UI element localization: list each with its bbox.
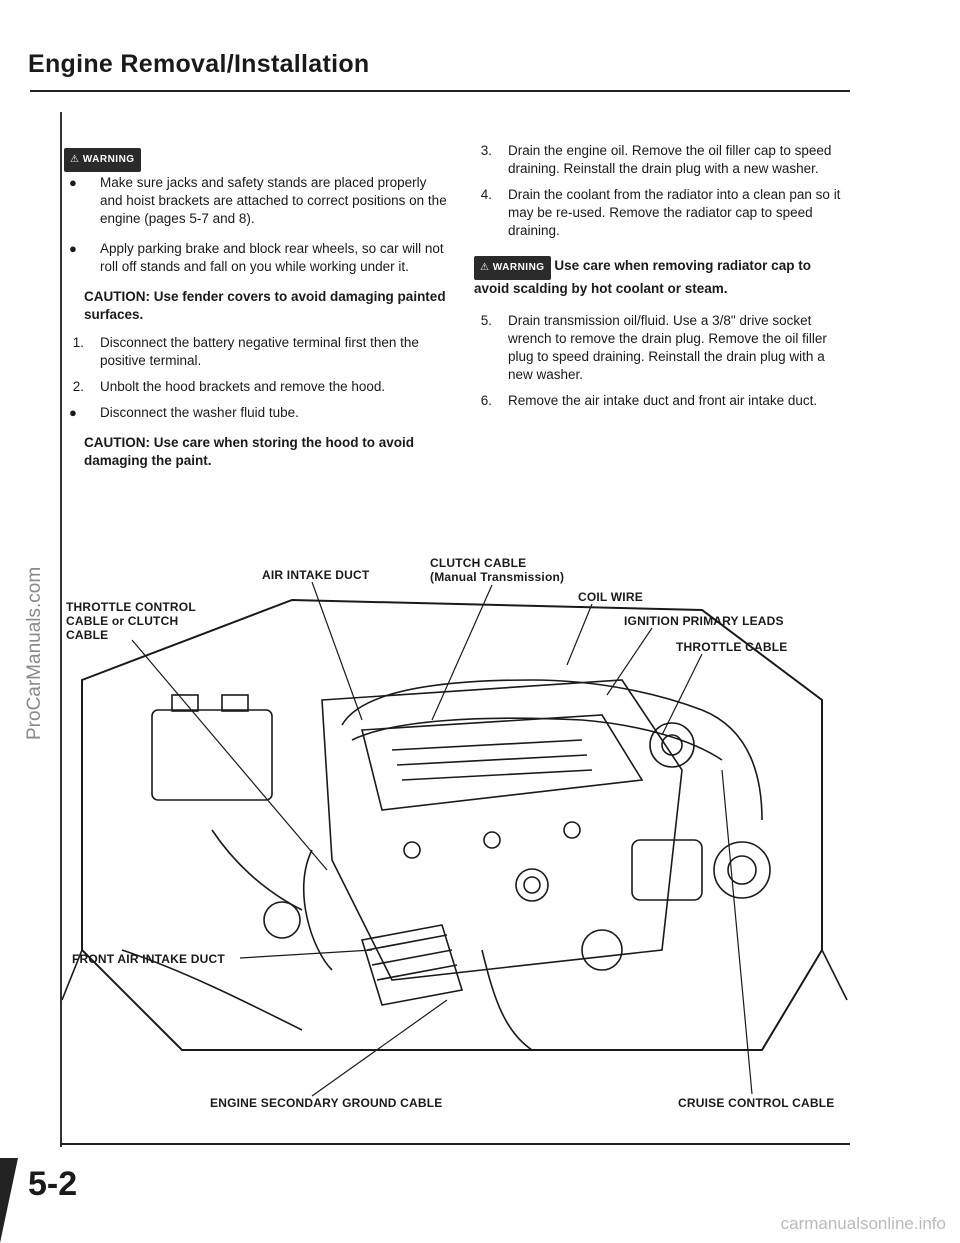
label-cruise-control-cable: CRUISE CONTROL CABLE: [678, 1096, 835, 1110]
leader-ignition: [607, 628, 652, 695]
page-edge-strip: [0, 1158, 18, 1243]
bullet-dot-icon: ●: [69, 241, 77, 256]
bullet-dot-icon: ●: [69, 405, 77, 420]
bullet-dot-icon: ●: [69, 175, 77, 190]
top-rule: [30, 90, 850, 92]
warning-badge: ⚠ WARNING: [474, 256, 551, 280]
procedure-step: 2. Unbolt the hood brackets and remove the hood.: [72, 379, 386, 394]
side-watermark: ProCarManuals.com: [24, 566, 45, 740]
page-title: Engine Removal/Installation: [28, 50, 370, 78]
procedure-step: 3. Drain the engine oil. Remove the oil filler cap to speed draining. Reinstall the drain plug with a new washer.: [480, 143, 832, 176]
sub-bullet: ● Disconnect the washer fluid tube.: [69, 405, 299, 420]
radiator-warning: ⚠ WARNING Use care when removing radiator cap to avoid scalding by hot coolant or steam.: [474, 258, 811, 296]
leader-front-air-intake: [240, 950, 372, 958]
leader-coil-wire: [567, 604, 592, 665]
warning-badge: ⚠ WARNING: [64, 148, 141, 172]
label-throttle-control-cable: THROTTLE CONTROL CABLE or CLUTCH CABLE: [66, 600, 196, 642]
leader-cruise-cable: [722, 770, 752, 1094]
engine-bay-illustration: [62, 530, 852, 1130]
procedure-step: 1. Disconnect the battery negative terminal first then the positive terminal.: [72, 335, 419, 368]
procedure-step: 5. Drain transmission oil/fluid. Use a 3/8" drive socket wrench to remove the drain plug. Remove the oil filler plug to speed draining. Reinstall the drain plug with a new washer.: [480, 313, 827, 382]
warning-bullet: ● Make sure jacks and safety stands are placed properly and hoist brackets are attached to correct positions on the engine (pages 5-7 and 8).: [69, 175, 447, 226]
label-air-intake-duct: AIR INTAKE DUCT: [262, 568, 370, 582]
procedure-step: 4. Drain the coolant from the radiator into a clean pan so it may be re-used. Remove the radiator cap to speed draining.: [480, 187, 841, 238]
leader-ground-cable: [312, 1000, 447, 1096]
bottom-watermark: carmanualsonline.info: [780, 1214, 946, 1233]
label-coil-wire: COIL WIRE: [578, 590, 643, 604]
left-text-column: [62, 148, 447, 480]
leader-clutch-cable: [432, 585, 492, 720]
leader-throttle-control: [132, 640, 327, 870]
right-text-column: [470, 142, 845, 418]
label-ignition-primary-leads: IGNITION PRIMARY LEADS: [624, 614, 784, 628]
caution-note: CAUTION: Use fender covers to avoid damaging painted surfaces.: [84, 289, 446, 322]
leader-throttle-cable: [662, 654, 702, 735]
label-engine-ground-cable: ENGINE SECONDARY GROUND CABLE: [210, 1096, 443, 1110]
procedure-step: 6. Remove the air intake duct and front air intake duct.: [480, 393, 818, 408]
label-clutch-cable: CLUTCH CABLE (Manual Transmission): [430, 556, 565, 584]
warning-icon: ⚠: [480, 262, 493, 273]
bottom-rule: [60, 1143, 850, 1145]
caution-note: CAUTION: Use care when storing the hood to avoid damaging the paint.: [84, 435, 415, 468]
warning-bullet: ● Apply parking brake and block rear wheels, so car will not roll off stands and fall on you while working under it.: [69, 241, 444, 274]
page-number: 5-2: [28, 1165, 78, 1203]
label-front-air-intake-duct: FRONT AIR INTAKE DUCT: [72, 952, 225, 966]
warning-icon: ⚠: [70, 154, 83, 165]
label-throttle-cable: THROTTLE CABLE: [676, 640, 788, 654]
